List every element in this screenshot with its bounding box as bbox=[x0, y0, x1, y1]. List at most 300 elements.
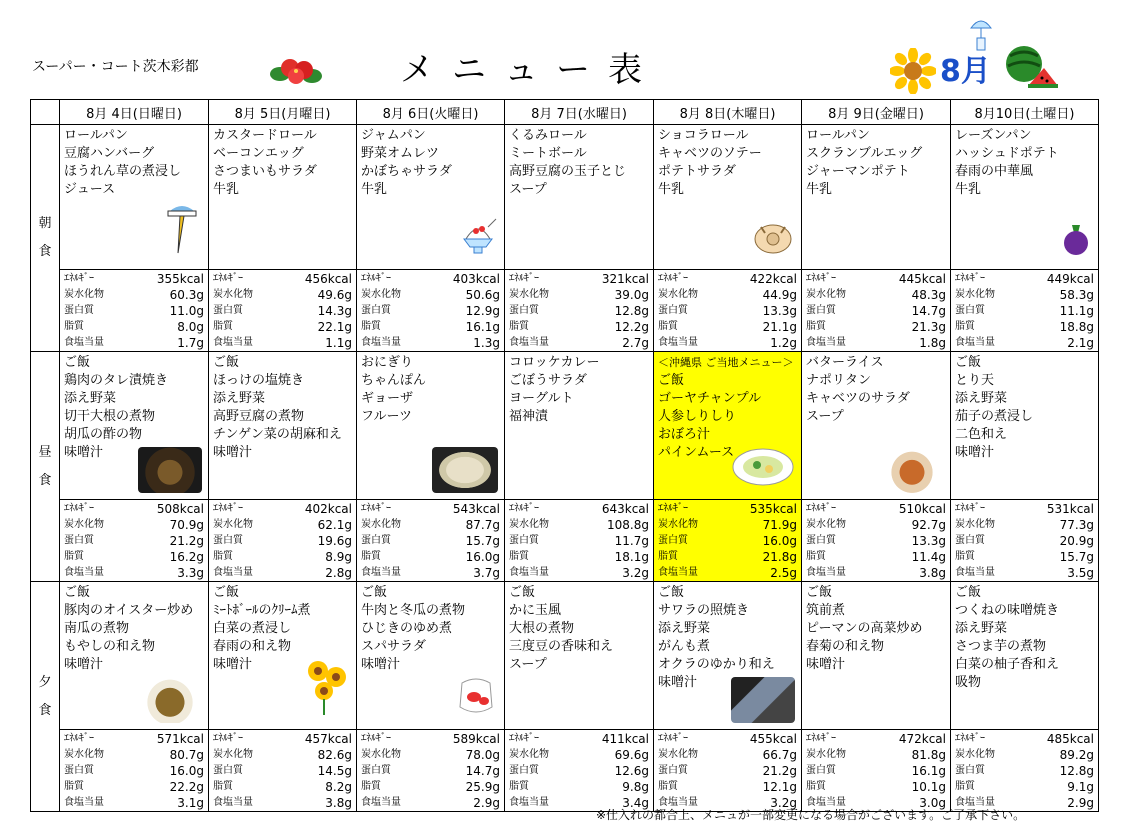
menu-cell bbox=[60, 352, 209, 500]
nutrient-value: 8.2g bbox=[325, 780, 352, 794]
nutrient-value: 81.8g bbox=[911, 748, 946, 762]
menu-picture bbox=[304, 657, 350, 723]
menu-item: ちゃんぽん bbox=[361, 373, 427, 388]
nutrition-cell bbox=[60, 270, 209, 352]
meal-label-dinner bbox=[31, 582, 60, 812]
meal-label-char: 食 bbox=[38, 244, 52, 259]
menu-item: 牛肉と冬瓜の煮物 bbox=[361, 603, 466, 618]
menu-item: 白菜の柚子香和え bbox=[955, 657, 1060, 672]
menu-item: パインムース bbox=[658, 445, 735, 460]
nutrition-row bbox=[213, 319, 352, 335]
nutrient-label: 蛋白質 bbox=[64, 305, 94, 316]
nutrition-cell bbox=[505, 500, 654, 582]
dish-photo bbox=[138, 677, 202, 723]
nutrient-value: 18.8g bbox=[1059, 320, 1094, 334]
nutrient-value: 11.7g bbox=[614, 534, 649, 548]
nutrition-row bbox=[658, 549, 797, 565]
nutrient-value: 80.7g bbox=[169, 748, 204, 762]
footnote: ※仕入れの都合上、メニュが一部変更になる場合がございます。ご了承下さい。 bbox=[596, 808, 1026, 822]
nutrition-row bbox=[955, 747, 1094, 763]
menu-item: チンゲン菜の胡麻和え bbox=[213, 427, 342, 442]
nutrient-value: 1.1g bbox=[325, 336, 352, 350]
menu-picture bbox=[432, 447, 498, 493]
nutrient-label: ｴﾈﾙｷﾞｰ bbox=[64, 733, 94, 744]
nutrient-value: 643kcal bbox=[601, 502, 649, 516]
nutrient-value: 12.2g bbox=[614, 320, 649, 334]
menu-item: 添え野菜 bbox=[64, 391, 117, 406]
nutrient-value: 3.5g bbox=[1067, 566, 1094, 580]
menu-item: 野菜オムレツ bbox=[361, 146, 440, 161]
nutrient-label: 炭水化物 bbox=[361, 749, 401, 760]
nutrient-label: 脂質 bbox=[806, 551, 826, 562]
menu-cell bbox=[357, 125, 505, 270]
nutrient-label: 炭水化物 bbox=[213, 519, 253, 530]
meal-label-char: 食 bbox=[38, 702, 52, 718]
nutrition-row bbox=[806, 779, 946, 795]
nutrition-row bbox=[955, 303, 1094, 319]
nutrient-label: 食塩当量 bbox=[213, 337, 253, 348]
nutrient-label: 食塩当量 bbox=[64, 337, 104, 348]
nutrient-value: 457kcal bbox=[304, 732, 352, 746]
nutrient-value: 14.3g bbox=[317, 304, 352, 318]
nutrition-row-breakfast bbox=[31, 270, 1099, 352]
nutrient-value: 16.1g bbox=[911, 764, 946, 778]
nutrition-row bbox=[806, 319, 946, 335]
nutrient-label: 食塩当量 bbox=[806, 797, 846, 808]
menu-item: ご飯 bbox=[955, 355, 982, 370]
nutrition-cell bbox=[505, 730, 654, 812]
nutrient-label: 食塩当量 bbox=[64, 797, 104, 808]
menu-item: 味噌汁 bbox=[213, 657, 253, 672]
nutrient-value: 3.7g bbox=[473, 566, 500, 580]
menu-item: ひじきのゆめ煮 bbox=[361, 621, 453, 636]
nutrient-value: 14.5g bbox=[317, 764, 352, 778]
nutrient-label: 食塩当量 bbox=[361, 797, 401, 808]
menu-item: ご飯 bbox=[658, 585, 685, 600]
nutrient-label: 蛋白質 bbox=[213, 765, 243, 776]
nutrient-value: 535kcal bbox=[749, 502, 797, 516]
nutrient-value: 62.1g bbox=[317, 518, 352, 532]
nutrient-label: 炭水化物 bbox=[213, 289, 253, 300]
menu-item: スープ bbox=[509, 657, 547, 672]
menu-picture bbox=[162, 201, 202, 263]
nutrient-label: 脂質 bbox=[64, 781, 84, 792]
menu-item: 豚肉のオイスター炒め bbox=[64, 603, 194, 618]
menu-item: ご飯 bbox=[213, 355, 240, 370]
date-header: 8月 8日(木曜日) bbox=[654, 100, 802, 125]
nutrient-value: 3.8g bbox=[919, 566, 946, 580]
menu-cell bbox=[357, 582, 505, 730]
nutrient-value: 12.6g bbox=[614, 764, 649, 778]
nutrient-label: ｴﾈﾙｷﾞｰ bbox=[361, 733, 391, 744]
menu-cell bbox=[802, 582, 951, 730]
menu-item: 吸物 bbox=[955, 675, 982, 690]
meal-label-char: 夕 bbox=[38, 674, 52, 690]
nutrition-row bbox=[509, 335, 649, 351]
nutrient-value: 13.3g bbox=[762, 304, 797, 318]
menu-item: ジュース bbox=[64, 182, 116, 197]
nutrition-cell bbox=[209, 500, 357, 582]
nutrient-label: 蛋白質 bbox=[955, 535, 985, 546]
nutrient-value: 48.3g bbox=[911, 288, 946, 302]
eggplant-icon bbox=[1060, 221, 1092, 257]
date-header: 8月 4日(日曜日) bbox=[60, 100, 209, 125]
nutrient-label: 炭水化物 bbox=[509, 749, 549, 760]
menu-item: カスタードロール bbox=[213, 128, 317, 143]
nutrient-value: 3.2g bbox=[622, 566, 649, 580]
nutrition-cell bbox=[209, 730, 357, 812]
menu-cell bbox=[654, 125, 802, 270]
nutrient-value: 13.3g bbox=[911, 534, 946, 548]
nutrient-label: 炭水化物 bbox=[509, 519, 549, 530]
nutrient-label: 脂質 bbox=[658, 551, 678, 562]
menu-item: 福神漬 bbox=[509, 409, 549, 424]
nutrient-value: 411kcal bbox=[601, 732, 649, 746]
menu-item: バターライス bbox=[806, 355, 884, 370]
nutrition-row bbox=[361, 335, 500, 351]
nutrient-value: 2.5g bbox=[770, 566, 797, 580]
nutrient-label: ｴﾈﾙｷﾞｰ bbox=[658, 503, 688, 514]
nutrient-value: 321kcal bbox=[601, 272, 649, 286]
menu-cell bbox=[209, 125, 357, 270]
nutrition-row bbox=[955, 779, 1094, 795]
menu-cell bbox=[209, 352, 357, 500]
nutrition-row bbox=[509, 303, 649, 319]
nutrition-row bbox=[658, 303, 797, 319]
nutrient-label: 炭水化物 bbox=[213, 749, 253, 760]
menu-item: ギョーザ bbox=[361, 391, 414, 406]
nutrient-value: 21.1g bbox=[762, 320, 797, 334]
menu-item: キャベツのサラダ bbox=[806, 391, 910, 406]
nutrition-row bbox=[955, 319, 1094, 335]
date-header: 8月 6日(火曜日) bbox=[357, 100, 505, 125]
nutrition-row bbox=[64, 335, 204, 351]
nutrient-label: 蛋白質 bbox=[361, 765, 391, 776]
nutrient-value: 39.0g bbox=[614, 288, 649, 302]
nutrition-row bbox=[658, 731, 797, 747]
nutrient-label: 炭水化物 bbox=[955, 749, 995, 760]
nutrient-label: ｴﾈﾙｷﾞｰ bbox=[213, 503, 243, 514]
menu-item: 南瓜の煮物 bbox=[64, 621, 130, 636]
nutrient-value: 22.1g bbox=[317, 320, 352, 334]
menu-cell bbox=[60, 125, 209, 270]
nutrient-value: 8.0g bbox=[177, 320, 204, 334]
menu-cell bbox=[654, 352, 802, 500]
menu-item: ハッシュドポテト bbox=[955, 146, 1059, 161]
date-header: 8月 9日(金曜日) bbox=[802, 100, 951, 125]
nutrition-row bbox=[64, 517, 204, 533]
nutrient-label: 蛋白質 bbox=[658, 535, 688, 546]
nutrient-label: 脂質 bbox=[213, 781, 233, 792]
menu-item: 添え野菜 bbox=[213, 391, 266, 406]
menu-item: 胡瓜の酢の物 bbox=[64, 427, 143, 442]
menu-item: 豆腐ハンバーグ bbox=[64, 146, 155, 161]
menu-item: スープ bbox=[509, 182, 547, 197]
nutrient-value: 571kcal bbox=[156, 732, 204, 746]
meal-label-char: 食 bbox=[38, 472, 52, 488]
nutrient-label: 炭水化物 bbox=[64, 519, 104, 530]
nutrient-value: 15.7g bbox=[465, 534, 500, 548]
nutrition-row bbox=[955, 549, 1094, 565]
menu-item: 味噌汁 bbox=[955, 445, 995, 460]
menu-item: ロールパン bbox=[806, 128, 870, 143]
nutrient-label: ｴﾈﾙｷﾞｰ bbox=[955, 273, 985, 284]
nutrient-label: 脂質 bbox=[509, 781, 529, 792]
nutrient-label: ｴﾈﾙｷﾞｰ bbox=[509, 273, 539, 284]
nutrition-row bbox=[64, 271, 204, 287]
nutrition-cell bbox=[60, 730, 209, 812]
nutrient-value: 3.2g bbox=[770, 796, 797, 810]
ice-sign-icon bbox=[162, 201, 202, 257]
nutrition-row bbox=[213, 795, 352, 811]
nutrition-row bbox=[658, 565, 797, 581]
nutrient-value: 70.9g bbox=[169, 518, 204, 532]
nutrient-value: 18.1g bbox=[614, 550, 649, 564]
menu-cell bbox=[505, 352, 654, 500]
nutrient-value: 472kcal bbox=[898, 732, 946, 746]
nutrient-label: ｴﾈﾙｷﾞｰ bbox=[509, 503, 539, 514]
menu-item: スパサラダ bbox=[361, 639, 426, 654]
nutrition-cell bbox=[209, 270, 357, 352]
nutrition-row bbox=[658, 517, 797, 533]
nutrient-label: 炭水化物 bbox=[955, 289, 995, 300]
nutrition-row bbox=[64, 549, 204, 565]
page-title: メニュー表 bbox=[400, 50, 660, 90]
menu-item: スクランブルエッグ bbox=[806, 146, 923, 161]
menu-item: 牛乳 bbox=[658, 182, 685, 197]
nutrient-value: 2.9g bbox=[1067, 796, 1094, 810]
nutrient-label: 脂質 bbox=[64, 321, 84, 332]
menu-cell bbox=[951, 125, 1099, 270]
nutrient-value: 25.9g bbox=[465, 780, 500, 794]
menu-item: ご飯 bbox=[509, 585, 536, 600]
nutrition-row bbox=[658, 763, 797, 779]
nutrient-value: 9.1g bbox=[1067, 780, 1094, 794]
nutrition-row bbox=[806, 271, 946, 287]
nutrient-value: 8.9g bbox=[325, 550, 352, 564]
nutrient-value: 455kcal bbox=[749, 732, 797, 746]
menu-item: ピーマンの高菜炒め bbox=[806, 621, 923, 636]
nutrition-row bbox=[658, 319, 797, 335]
nutrient-value: 78.0g bbox=[465, 748, 500, 762]
nutrient-value: 12.8g bbox=[1059, 764, 1094, 778]
nutrient-value: 3.8g bbox=[325, 796, 352, 810]
menu-item: ミートボール bbox=[509, 146, 587, 161]
nutrient-label: 蛋白質 bbox=[955, 305, 985, 316]
nutrition-row bbox=[213, 763, 352, 779]
menu-item: ほっけの塩焼き bbox=[213, 373, 305, 388]
nutrient-label: 脂質 bbox=[955, 551, 975, 562]
nutrient-label: 蛋白質 bbox=[213, 535, 243, 546]
menu-row-breakfast bbox=[31, 125, 1099, 270]
menu-item: ジャーマンポテト bbox=[806, 164, 910, 179]
menu-item: おぼろ汁 bbox=[658, 427, 711, 442]
nutrient-label: 炭水化物 bbox=[658, 749, 698, 760]
menu-item: 茄子の煮浸し bbox=[955, 409, 1034, 424]
nutrition-cell bbox=[357, 270, 505, 352]
nutrient-value: 87.7g bbox=[465, 518, 500, 532]
nutrition-cell bbox=[654, 730, 802, 812]
nutrient-label: 食塩当量 bbox=[509, 567, 549, 578]
nutrition-cell bbox=[802, 500, 951, 582]
nutrient-value: 44.9g bbox=[762, 288, 797, 302]
nutrition-row bbox=[509, 533, 649, 549]
menu-item: 高野豆腐の煮物 bbox=[213, 409, 305, 424]
nutrition-row bbox=[806, 565, 946, 581]
nutrient-value: 22.2g bbox=[169, 780, 204, 794]
menu-item: ご飯 bbox=[64, 355, 91, 370]
nutrient-label: 食塩当量 bbox=[361, 337, 401, 348]
nutrition-cell bbox=[951, 500, 1099, 582]
nutrition-row bbox=[361, 763, 500, 779]
nutrition-cell bbox=[505, 270, 654, 352]
menu-item: ご飯 bbox=[658, 373, 685, 388]
menu-cell bbox=[60, 582, 209, 730]
nutrition-row bbox=[509, 549, 649, 565]
nutrient-label: 脂質 bbox=[361, 321, 381, 332]
menu-picture bbox=[138, 447, 202, 493]
nutrition-row bbox=[509, 731, 649, 747]
nutrition-cell bbox=[60, 500, 209, 582]
menu-item: 二色和え bbox=[955, 427, 1008, 442]
nutrient-label: ｴﾈﾙｷﾞｰ bbox=[509, 733, 539, 744]
mosquito-coil-pig-icon bbox=[751, 217, 795, 257]
menu-item: ナポリタン bbox=[806, 373, 872, 388]
month-badge: 8月 bbox=[940, 54, 991, 89]
nutrient-label: 蛋白質 bbox=[64, 765, 94, 776]
menu-item: 人参しりしり bbox=[658, 409, 737, 424]
nutrient-label: 食塩当量 bbox=[361, 567, 401, 578]
nutrition-row bbox=[806, 501, 946, 517]
meal-label-breakfast bbox=[31, 125, 60, 352]
nutrient-label: 食塩当量 bbox=[955, 567, 995, 578]
dish-photo bbox=[138, 447, 202, 493]
nutrition-row bbox=[658, 747, 797, 763]
menu-item: スープ bbox=[806, 409, 844, 424]
nutrient-value: 3.3g bbox=[177, 566, 204, 580]
chanpuru-dish-icon bbox=[731, 443, 795, 487]
nutrient-value: 3.4g bbox=[622, 796, 649, 810]
nutrient-label: 食塩当量 bbox=[213, 797, 253, 808]
nutrition-row bbox=[213, 549, 352, 565]
nutrient-label: 蛋白質 bbox=[509, 305, 539, 316]
dish-photo bbox=[432, 447, 498, 493]
sunflowers-icon bbox=[304, 657, 350, 717]
nutrition-row bbox=[509, 319, 649, 335]
menu-item: オクラのゆかり和え bbox=[658, 657, 775, 672]
nutrition-row bbox=[955, 565, 1094, 581]
nutrient-value: 16.0g bbox=[465, 550, 500, 564]
nutrient-value: 69.6g bbox=[614, 748, 649, 762]
nutrient-label: ｴﾈﾙｷﾞｰ bbox=[64, 503, 94, 514]
nutrient-value: 9.8g bbox=[622, 780, 649, 794]
nutrient-label: 食塩当量 bbox=[213, 567, 253, 578]
nutrition-row bbox=[658, 287, 797, 303]
nutrient-label: 蛋白質 bbox=[806, 305, 836, 316]
nutrition-row bbox=[361, 533, 500, 549]
nutrient-label: 炭水化物 bbox=[955, 519, 995, 530]
menu-item: 味噌汁 bbox=[213, 445, 253, 460]
nutrition-row bbox=[64, 731, 204, 747]
nutrient-label: 炭水化物 bbox=[64, 749, 104, 760]
nutrition-row bbox=[806, 731, 946, 747]
nutrient-value: 66.7g bbox=[762, 748, 797, 762]
nutrition-row bbox=[955, 517, 1094, 533]
nutrient-label: 脂質 bbox=[509, 551, 529, 562]
nutrient-label: 炭水化物 bbox=[806, 749, 846, 760]
nutrition-row bbox=[213, 303, 352, 319]
menu-item: フルーツ bbox=[361, 409, 412, 424]
nutrient-value: 1.2g bbox=[770, 336, 797, 350]
menu-cell bbox=[505, 582, 654, 730]
nutrient-label: 食塩当量 bbox=[955, 797, 995, 808]
menu-picture bbox=[880, 447, 944, 493]
menu-picture bbox=[731, 443, 795, 493]
meal-label-char: 朝 bbox=[38, 216, 52, 231]
menu-item: サワラの照焼き bbox=[658, 603, 750, 618]
menu-item: 添え野菜 bbox=[955, 621, 1008, 636]
nutrition-row bbox=[955, 287, 1094, 303]
nutrition-row bbox=[509, 763, 649, 779]
nutrient-value: 82.6g bbox=[317, 748, 352, 762]
nutrient-value: 14.7g bbox=[911, 304, 946, 318]
menu-item: かに玉風 bbox=[509, 603, 562, 618]
nutrient-label: 炭水化物 bbox=[509, 289, 549, 300]
nutrition-row bbox=[361, 319, 500, 335]
menu-item: ヨーグルト bbox=[509, 391, 574, 406]
nutrition-row bbox=[806, 287, 946, 303]
menu-item: ﾐｰﾄﾎﾞｰﾙのｸﾘｰﾑ煮 bbox=[213, 603, 311, 618]
nutrient-value: 11.0g bbox=[169, 304, 204, 318]
menu-row-lunch bbox=[31, 352, 1099, 500]
nutrition-row bbox=[361, 549, 500, 565]
nutrition-row bbox=[955, 731, 1094, 747]
menu-item: 牛乳 bbox=[806, 182, 833, 197]
nutrient-value: 510kcal bbox=[898, 502, 946, 516]
nutrient-label: 脂質 bbox=[658, 321, 678, 332]
meal-label-char: 昼 bbox=[38, 444, 52, 460]
menu-row-dinner bbox=[31, 582, 1099, 730]
nutrient-label: 脂質 bbox=[64, 551, 84, 562]
menu-cell bbox=[505, 125, 654, 270]
nutrient-label: 炭水化物 bbox=[806, 519, 846, 530]
goldfish-bag-icon bbox=[454, 673, 498, 717]
menu-item: つくねの味噌焼き bbox=[955, 603, 1060, 618]
date-header: 8月 7日(水曜日) bbox=[505, 100, 654, 125]
nutrient-value: 16.2g bbox=[169, 550, 204, 564]
shaved-ice-icon bbox=[458, 217, 498, 257]
nutrition-row bbox=[213, 501, 352, 517]
nutrition-row bbox=[213, 731, 352, 747]
nutrient-label: 脂質 bbox=[361, 551, 381, 562]
nutrition-row bbox=[658, 501, 797, 517]
menu-item: キャベツのソテー bbox=[658, 146, 762, 161]
menu-item: ゴーヤチャンプル bbox=[658, 391, 762, 406]
nutrition-row bbox=[509, 747, 649, 763]
nutrient-label: 炭水化物 bbox=[658, 519, 698, 530]
nutrient-value: 12.1g bbox=[762, 780, 797, 794]
nutrient-label: ｴﾈﾙｷﾞｰ bbox=[955, 733, 985, 744]
nutrient-value: 12.8g bbox=[614, 304, 649, 318]
date-header: 8月 5日(月曜日) bbox=[209, 100, 357, 125]
nutrient-value: 49.6g bbox=[317, 288, 352, 302]
nutrition-row bbox=[509, 517, 649, 533]
nutrient-value: 89.2g bbox=[1059, 748, 1094, 762]
nutrition-row-dinner bbox=[31, 730, 1099, 812]
menu-item: 春雨の和え物 bbox=[213, 639, 292, 654]
nutrition-row bbox=[213, 533, 352, 549]
corner-cell bbox=[31, 100, 60, 125]
